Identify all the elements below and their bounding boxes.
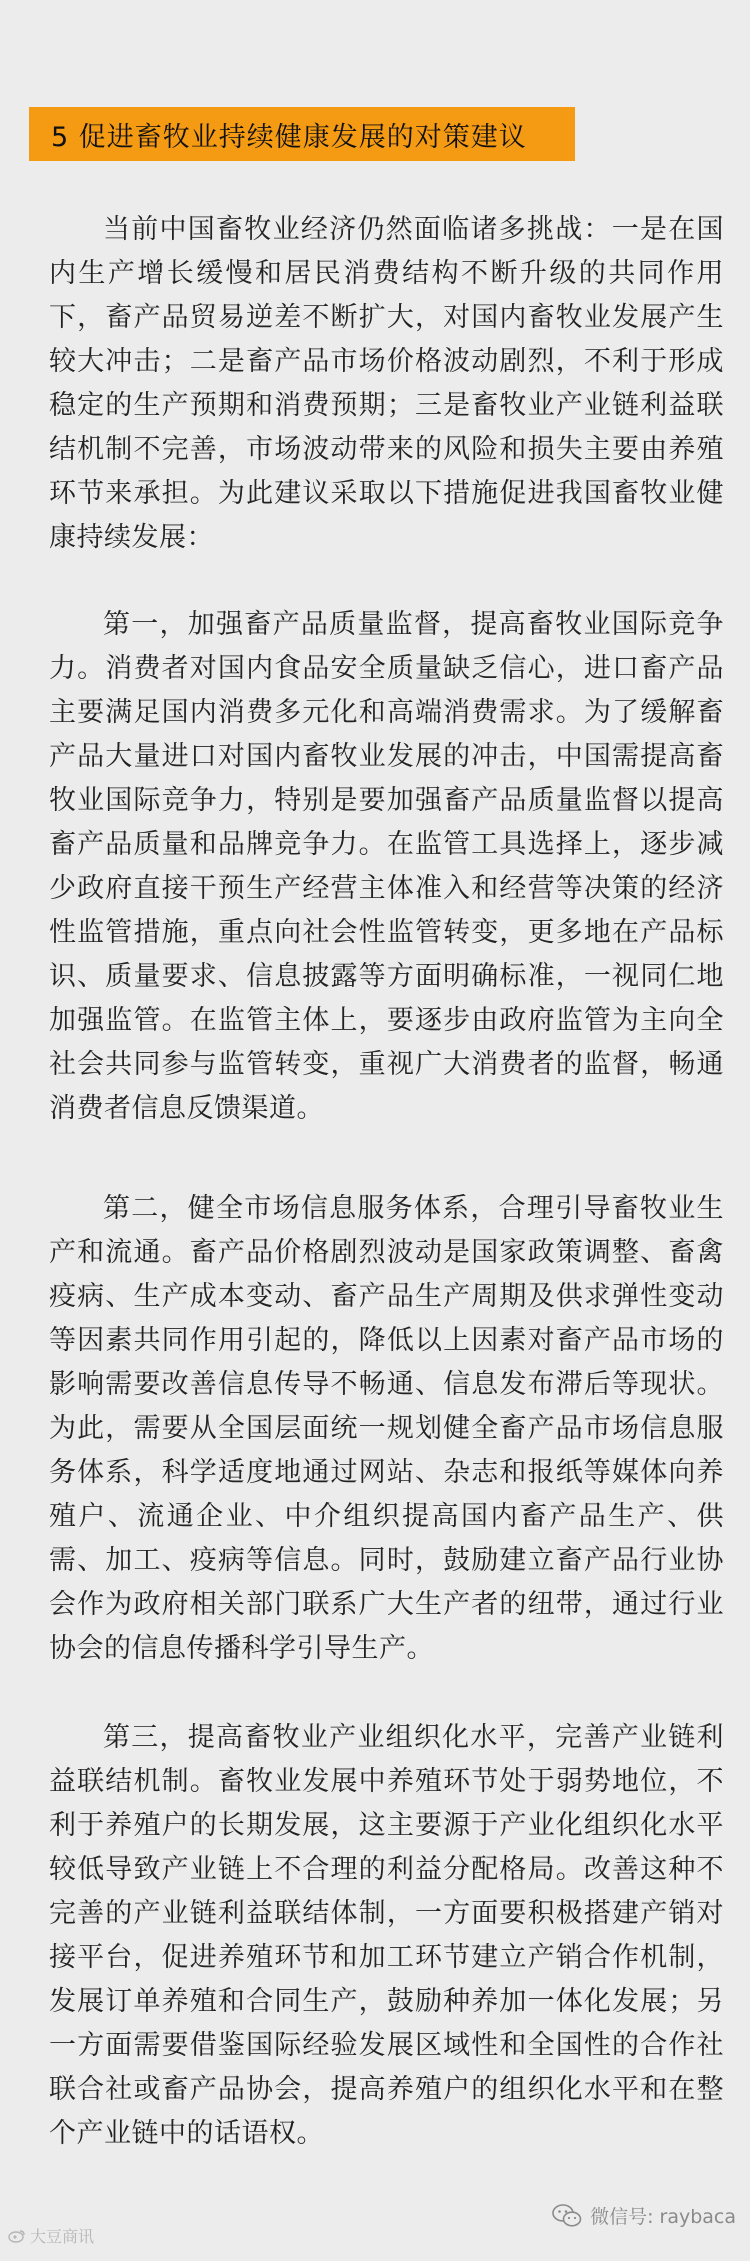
weibo-like-icon xyxy=(8,2229,26,2243)
watermark-left xyxy=(8,2224,94,2247)
paragraph-intro: 当前中国畜牧业经济仍然面临诸多挑战：一是在国内生产增长缓慢和居民消费结构不断升级的共同作用下，畜产品贸易逆差不断扩大，对国内畜牧业发展产生较大冲击；二是畜产品市场价格波动剧烈，不利于形成稳定的生产预期和消费预期；三是畜牧业产业链利益联结机制不完善，市场波动带来的风险和损失主要由养殖环节来承担。为此建议采取以下措施促进我国畜牧业健康持续发展： xyxy=(49,214,724,553)
watermark-left-text: 大豆商讯 xyxy=(30,2227,95,2246)
wechat-icon xyxy=(552,2203,582,2229)
section-heading-text: 5 促进畜牧业持续健康发展的对策建议 xyxy=(51,121,527,153)
watermark-right-text: 微信号: raybaca xyxy=(590,2206,736,2228)
paragraph-second-measure: 第二，健全市场信息服务体系，合理引导畜牧业生产和流通。畜产品价格剧烈波动是国家政策调整、畜禽疫病、生产成本变动、畜产品生产周期及供求弹性变动等因素共同作用引起的，降低以上因素对畜产品市场的影响需要改善信息传导不畅通、信息发布滞后等现状。为此，需要从全国层面统一规划健全畜产品市场信息服务体系，科学适度地通过网站、杂志和报纸等媒体向养殖户、流通企业、中介组织提高国内畜产品生产、供需、加工、疫病等信息。同时，鼓励建立畜产品行业协会作为政府相关部门联系广大生产者的纽带，通过行业协会的信息传播科学引导生产。 xyxy=(49,1193,724,1664)
watermark-right xyxy=(552,2202,736,2229)
paragraph-third-measure: 第三，提高畜牧业产业组织化水平，完善产业链利益联结机制。畜牧业发展中养殖环节处于弱势地位，不利于养殖户的长期发展，这主要源于产业化组织化水平较低导致产业链上不合理的利益分配格局。改善这种不完善的产业链利益联结体制，一方面要积极搭建产销对接平台，促进养殖环节和加工环节建立产销合作机制，发展订单养殖和合同生产，鼓励种养加一体化发展；另一方面需要借鉴国际经验发展区域性和全国性的合作社联合社或畜产品协会，提高养殖户的组织化水平和在整个产业链中的话语权。 xyxy=(49,1722,724,2149)
section-heading xyxy=(29,107,575,161)
paragraph-first-measure: 第一，加强畜产品质量监督，提高畜牧业国际竞争力。消费者对国内食品安全质量缺乏信心，进口畜产品主要满足国内消费多元化和高端消费需求。为了缓解畜产品大量进口对国内畜牧业发展的冲击，中国需提高畜牧业国际竞争力，特别是要加强畜产品质量监督以提高畜产品质量和品牌竞争力。在监管工具选择上，逐步减少政府直接干预生产经营主体准入和经营等决策的经济性监管措施，重点向社会性监管转变，更多地在产品标识、质量要求、信息披露等方面明确标准，一视同仁地加强监管。在监管主体上，要逐步由政府监管为主向全社会共同参与监管转变，重视广大消费者的监督，畅通消费者信息反馈渠道。 xyxy=(49,609,724,1124)
